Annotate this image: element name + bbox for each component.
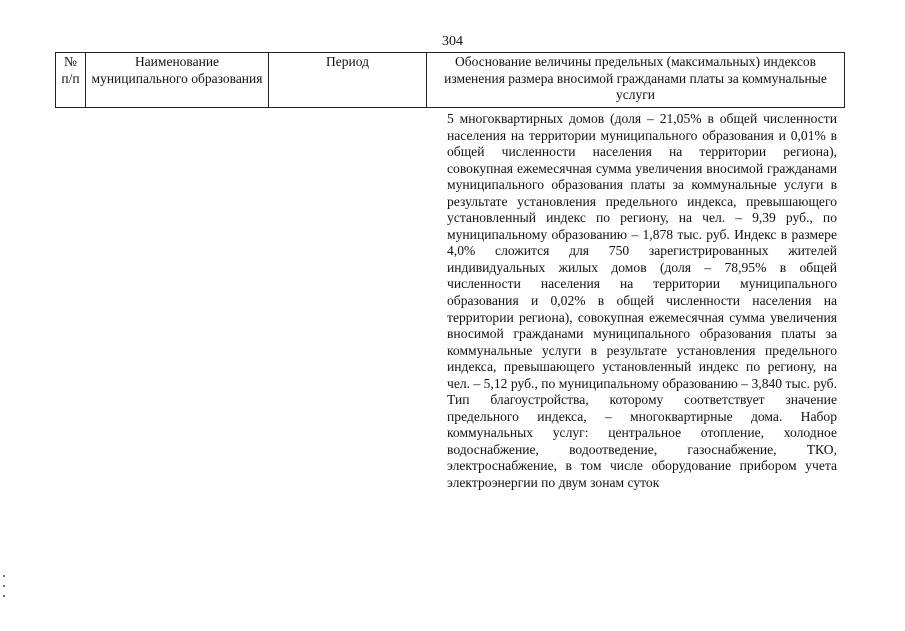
- header-row: [56, 53, 845, 108]
- scan-marks: [0, 575, 8, 615]
- scan-dot: [3, 575, 5, 577]
- header-cell-number: № п/п: [56, 53, 86, 108]
- header-cell-justification: Обоснование величины предельных (максимальных) индексов изменения размера вносимой гражданами платы за коммунальные услуги: [427, 53, 845, 108]
- page-number: 304: [442, 34, 463, 49]
- scan-dot: [3, 595, 5, 597]
- table-header: [55, 52, 845, 108]
- header-cell-municipality: Наименование муниципального образования: [86, 53, 269, 108]
- justification-text: 5 многоквартирных домов (доля – 21,05% в общей численности населения на территории муниципального образования и 0,01% в общей численности населения на территории региона), совокупная ежемесячная сумма увеличения вносимой гражданами муниципального образования платы за коммунальные услуги в результате установления предельного индекса, превышающего установленный индекс по региону, на чел. – 9,39 руб., по муниципальному образованию – 1,878 тыс. руб. Индекс в размере 4,0% сложится для 750 зарегистрированных жителей индивидуальных жилых домов (доля – 78,95% в общей численности населения на территории муниципального образования и 0,02% в общей численности населения на территории региона), совокупная ежемесячная сумма увеличения вносимой гражданами муниципального образования платы за коммунальные услуги в результате установления предельного индекса, превышающего установленный индекс по региону, на чел. – 5,12 руб., по муниципальному образованию – 3,840 тыс. руб. Тип благоустройства, которому соответствует значение предельного индекса, – многоквартирные дома. Набор коммунальных услуг: центральное отопление, холодное водоснабжение, водоотведение, газоснабжение, ТКО, электроснабжение, в том числе оборудование прибором учета электроэнергии по двум зонам суток: [447, 111, 837, 491]
- scan-dot: [3, 585, 5, 587]
- header-cell-period: Период: [269, 53, 427, 108]
